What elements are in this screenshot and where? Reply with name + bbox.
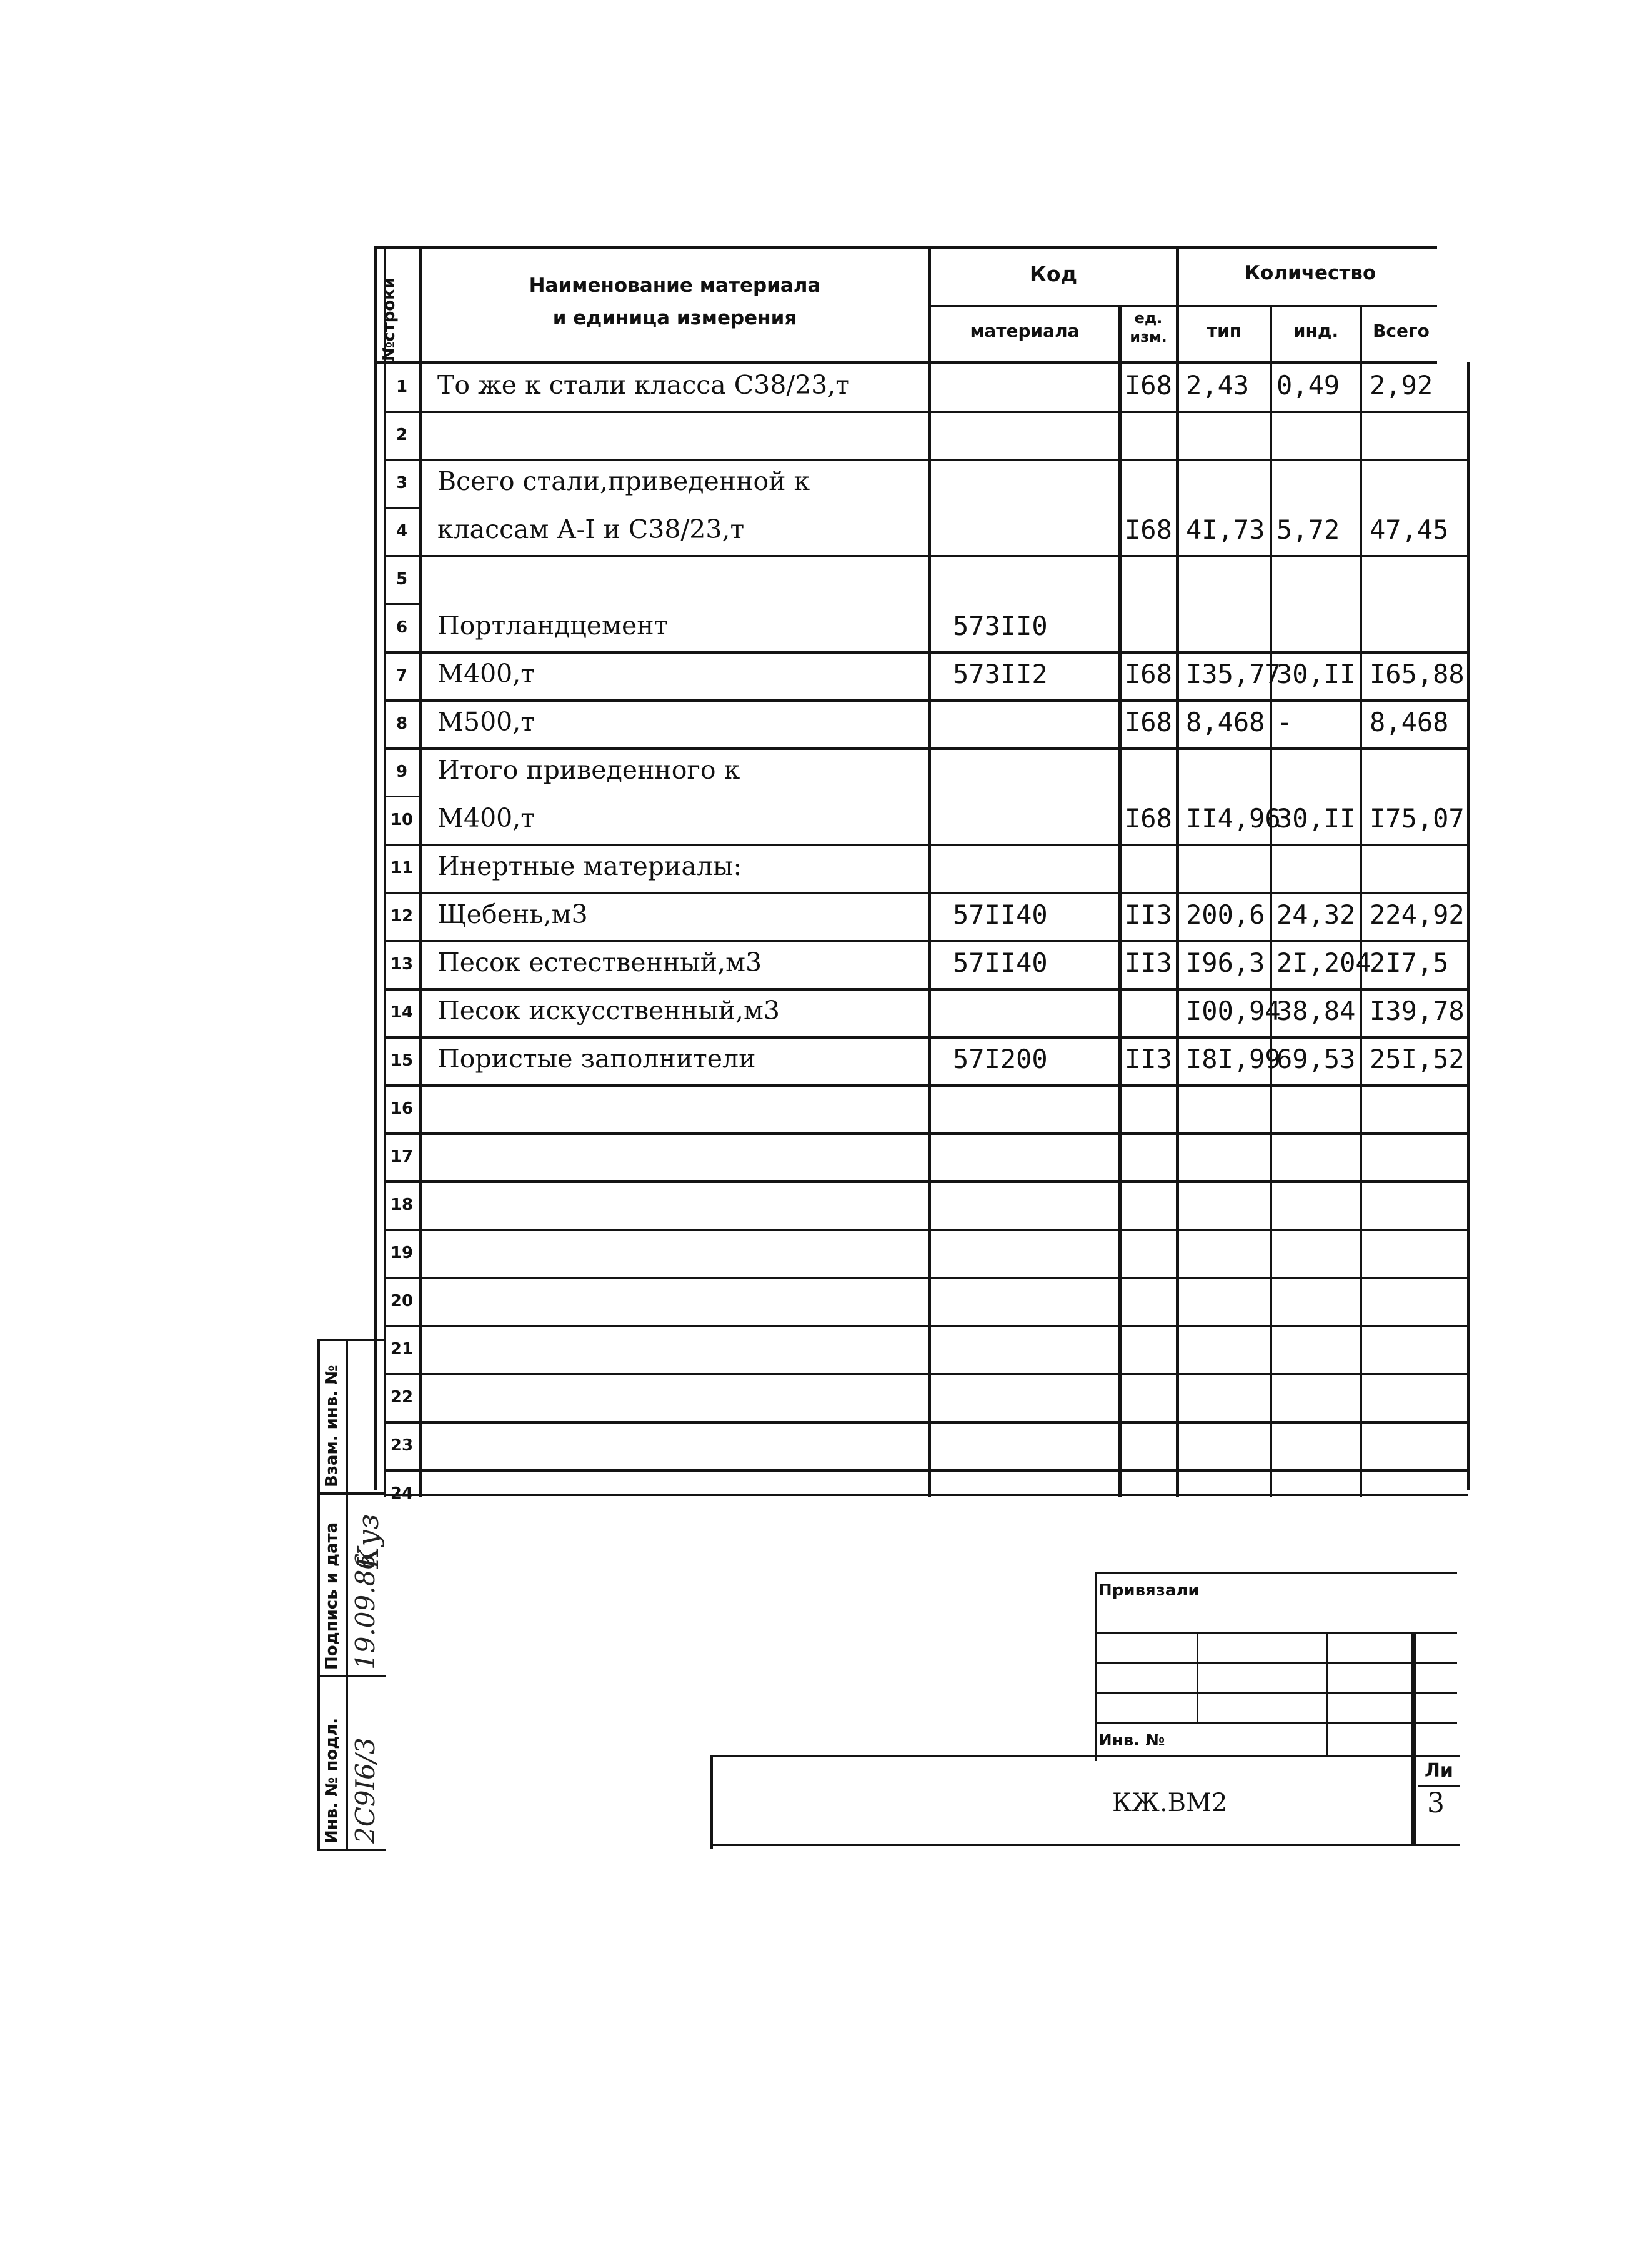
inv-original-label: Инв. № подл. (322, 1717, 341, 1844)
row-material-code: 573II0 (953, 611, 1048, 641)
row-number: 16 (390, 1099, 414, 1118)
row-number: 5 (396, 570, 408, 589)
row-number: 13 (390, 955, 414, 974)
row-number: 15 (390, 1051, 414, 1070)
row-qty-ind: 0,49 (1276, 370, 1340, 401)
row-unit-code: I68 (1125, 370, 1172, 401)
row-qty-ind: 69,53 (1276, 1044, 1356, 1074)
row-qty-ind: 2I,204 (1276, 947, 1371, 978)
row-qty-tip: I96,3 (1186, 947, 1265, 978)
row-qty-ind: 5,72 (1276, 514, 1340, 545)
row-qty-total: 224,92 (1370, 899, 1465, 930)
row-qty-tip: 4I,73 (1186, 514, 1265, 545)
row-qty-total: 25I,52 (1370, 1044, 1465, 1074)
row-qty-total: 8,468 (1370, 707, 1449, 737)
privyazali-label: Привязали (1098, 1581, 1200, 1600)
row-number: 20 (390, 1292, 414, 1310)
row-qty-total: 47,45 (1370, 514, 1449, 545)
row-qty-total: I65,88 (1370, 659, 1465, 689)
row-number: 22 (390, 1388, 414, 1407)
row-number: 1 (396, 377, 408, 396)
row-material-name: Песок естественный,м3 (437, 947, 762, 977)
row-qty-ind: 30,II (1276, 659, 1356, 689)
document-code: КЖ.ВМ2 (1112, 1789, 1228, 1817)
quantity-tip-header: тип (1207, 321, 1242, 341)
row-material-name: Пористые заполнители (437, 1044, 756, 1074)
sign-date-value: 19.09.86 (350, 1552, 381, 1670)
row-number: 12 (390, 907, 414, 926)
row-material-name: То же к стали класса С38/23,т (437, 370, 850, 400)
row-number: 14 (390, 1003, 414, 1022)
row-unit-code: II3 (1125, 899, 1172, 930)
row-unit-code: II3 (1125, 1044, 1172, 1074)
row-number: 24 (390, 1484, 414, 1503)
row-material-name: М400,т (437, 659, 535, 689)
row-material-name: Итого приведенного к (437, 755, 740, 785)
row-unit-code: I68 (1125, 707, 1172, 737)
row-material-name: Портландцемент (437, 611, 669, 641)
row-unit-code: I68 (1125, 659, 1172, 689)
row-number: 21 (390, 1340, 414, 1359)
row-number: 7 (396, 666, 408, 685)
row-number: 19 (390, 1244, 414, 1262)
row-material-name: М400,т (437, 803, 535, 833)
name-header-line2: и единица измерения (552, 307, 797, 329)
inv-replace-label: Взам. инв. № (322, 1365, 341, 1487)
row-material-code: 57I200 (953, 1044, 1048, 1074)
row-material-code: 57II40 (953, 899, 1048, 930)
signature: Куз (351, 1514, 385, 1569)
inv-no-label: Инв. № (1098, 1731, 1165, 1750)
row-number: 8 (396, 714, 408, 733)
row-material-name: Инертные материалы: (437, 851, 742, 881)
row-number: 6 (396, 618, 408, 637)
row-unit-code: II3 (1125, 947, 1172, 978)
row-number: 9 (396, 762, 408, 781)
row-qty-tip: II4,96 (1186, 803, 1281, 834)
row-qty-tip: 2,43 (1186, 370, 1250, 401)
row-material-name: Песок искусственный,м3 (437, 996, 780, 1026)
row-number: 10 (390, 811, 414, 829)
row-qty-ind: 24,32 (1276, 899, 1356, 930)
name-header-line1: Наименование материала (529, 274, 821, 297)
row-number: 23 (390, 1436, 414, 1455)
sheet-number: 3 (1427, 1787, 1445, 1819)
row-number: 2 (396, 426, 408, 444)
row-material-name: классам А-I и С38/23,т (437, 514, 745, 544)
quantity-group-header: Количество (1244, 262, 1376, 284)
row-number-header: №строки (380, 277, 399, 361)
row-qty-ind: - (1276, 707, 1293, 737)
row-qty-ind: 38,84 (1276, 996, 1356, 1026)
row-number: 3 (396, 474, 408, 492)
row-number: 4 (396, 522, 408, 541)
row-unit-code: I68 (1125, 803, 1172, 834)
row-material-name: М500,т (437, 707, 535, 737)
row-qty-ind: 30,II (1276, 803, 1356, 834)
row-number: 11 (390, 859, 414, 877)
row-qty-tip: I35,77 (1186, 659, 1281, 689)
row-qty-total: 2,92 (1370, 370, 1433, 401)
row-qty-tip: 200,6 (1186, 899, 1265, 930)
code-material-header: материала (970, 321, 1080, 341)
row-number: 18 (390, 1195, 414, 1214)
code-unit-header: ед. изм. (1130, 309, 1167, 346)
row-material-code: 573II2 (953, 659, 1048, 689)
row-qty-tip: I8I,99 (1186, 1044, 1281, 1074)
sheet-label: Ли (1425, 1760, 1453, 1782)
row-unit-code: I68 (1125, 514, 1172, 545)
quantity-total-header: Всего (1373, 321, 1430, 341)
quantity-ind-header: инд. (1293, 321, 1339, 341)
row-material-code: 57II40 (953, 947, 1048, 978)
row-qty-total: 2I7,5 (1370, 947, 1449, 978)
row-qty-tip: 8,468 (1186, 707, 1265, 737)
row-material-name: Щебень,м3 (437, 899, 588, 929)
row-qty-total: I75,07 (1370, 803, 1465, 834)
row-qty-total: I39,78 (1370, 996, 1465, 1026)
row-material-name: Всего стали,приведенной к (437, 466, 810, 496)
row-number: 17 (390, 1147, 414, 1166)
code-group-header: Код (1029, 262, 1078, 286)
inv-original-value: 2С9I6/3 (350, 1737, 381, 1844)
row-qty-tip: I00,94 (1186, 996, 1281, 1026)
sign-date-label: Подпись и дата (322, 1522, 341, 1670)
